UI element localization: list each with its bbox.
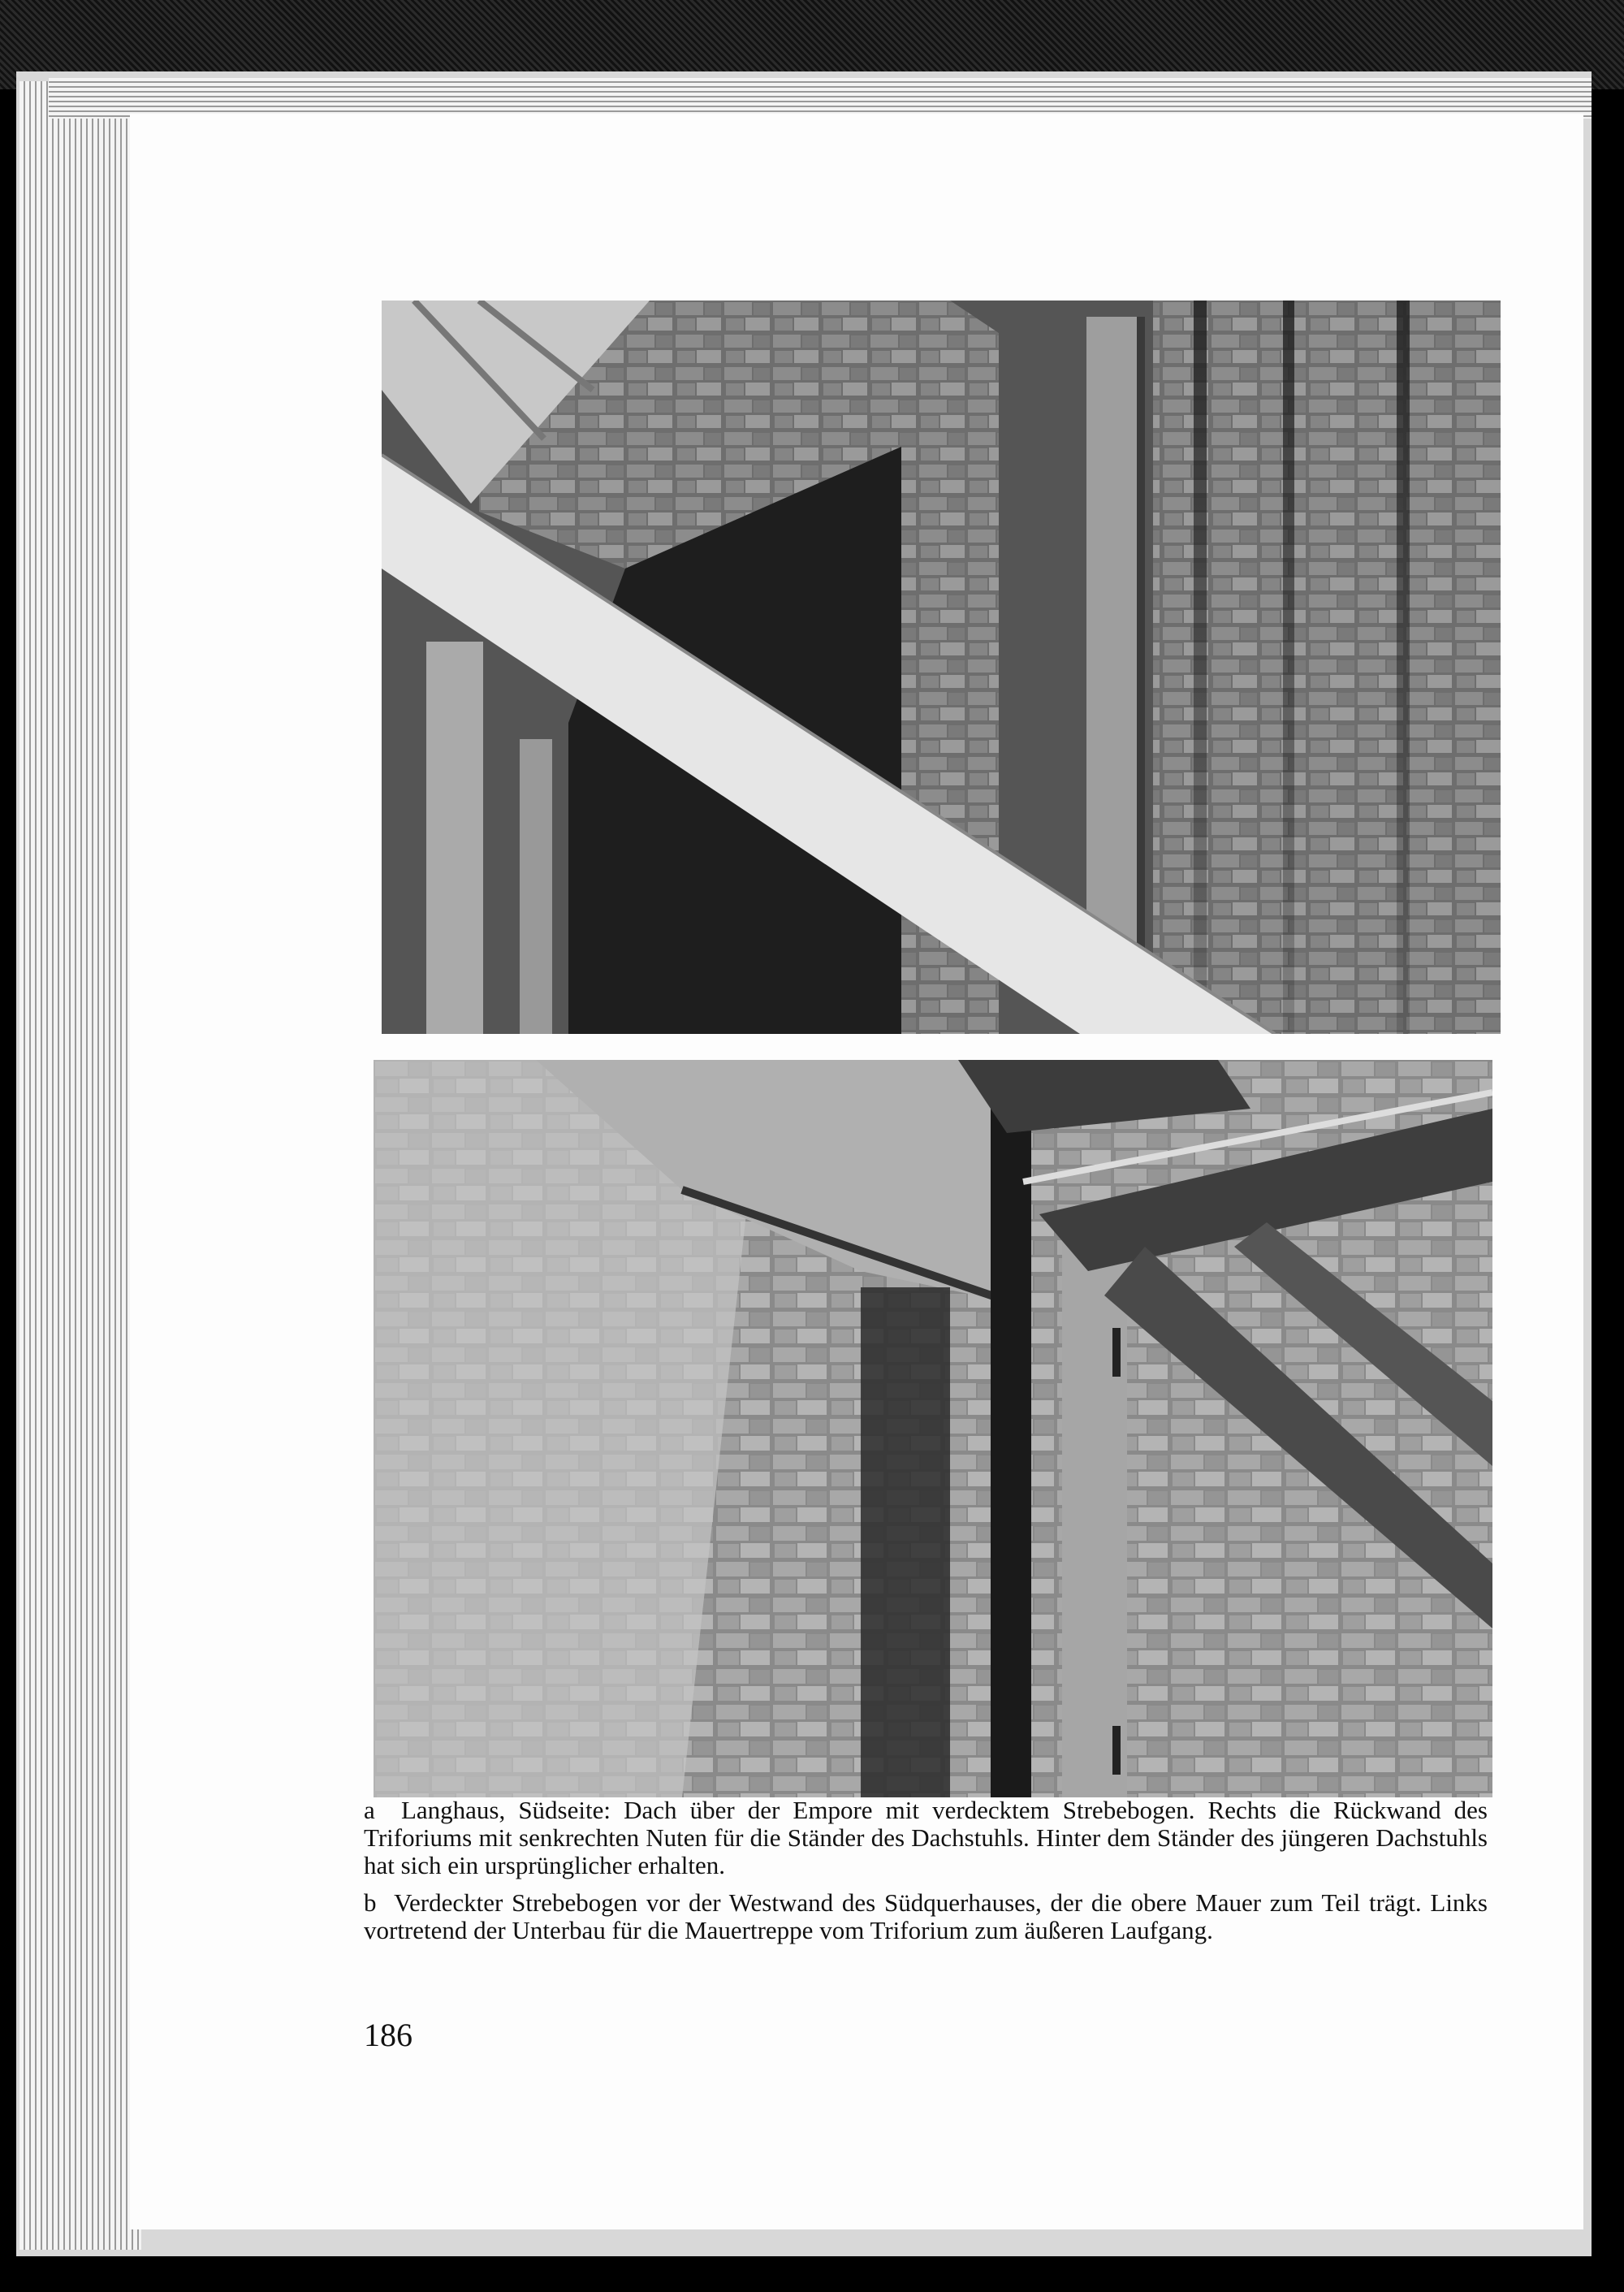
page-edges-left bbox=[19, 81, 141, 2250]
photo-a-roof-over-gallery bbox=[382, 301, 1501, 1034]
caption-b-label: b bbox=[364, 1888, 377, 1917]
caption-a-label: a bbox=[364, 1796, 375, 1824]
page-edges-top bbox=[49, 78, 1592, 119]
caption-b bbox=[364, 1889, 1488, 1944]
caption-a-text: Langhaus, Südseite: Dach über der Empore mit verdecktem Strebebogen. Rechts die Rückwand des Triforiums mit senkrechten Nuten für die Ständer des Dachstuhls. Hinter dem Ständer des jüngeren Dachstuhls hat sich ein ursprünglicher erhalten. bbox=[364, 1796, 1488, 1879]
caption-block bbox=[364, 1797, 1488, 1954]
caption-b-text: Verdeckter Strebebogen vor der Westwand des Südquerhauses, der die obere Mauer zum Teil trägt. Links vortretend der Unterbau für die Mauertreppe vom Triforium zum äußeren Laufgang. bbox=[364, 1888, 1488, 1944]
caption-a bbox=[364, 1797, 1488, 1879]
page-number: 186 bbox=[364, 2017, 412, 2053]
photo-b-hidden-flying-buttress bbox=[374, 1060, 1492, 1797]
